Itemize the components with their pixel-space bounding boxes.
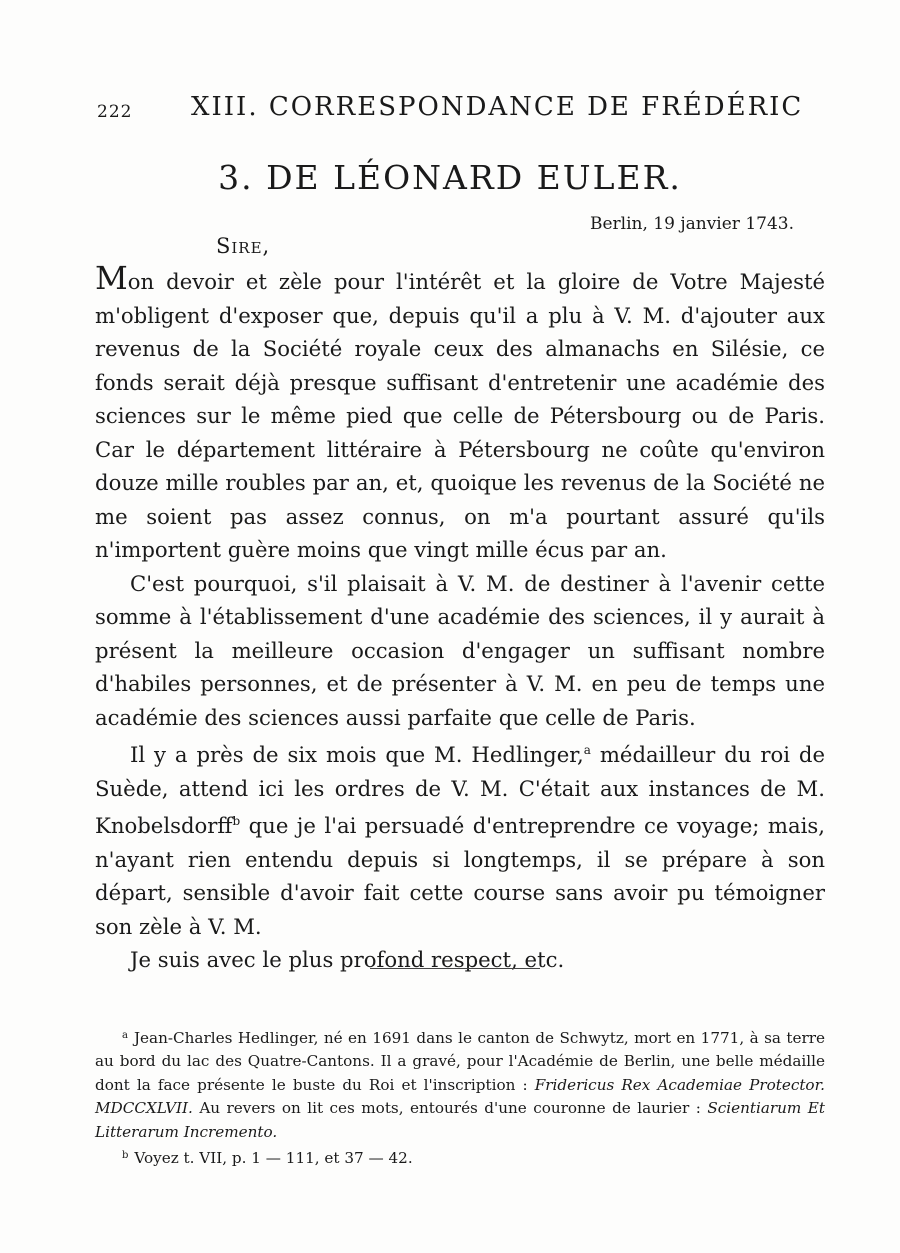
letter-salutation: Sire, — [216, 234, 271, 258]
footnote-a-text-1: Jean-Charles Hedlinger, né en 1691 dans le canton de Schwytz, mort en 1771, à sa terre au bord du lac des Quatre-Cantons. Il a gravé, pour l'Académie de Berlin, une belle médaille dont la face présente le buste du Roi et l'inscription : — [95, 1029, 825, 1094]
paragraph-1 — [95, 259, 825, 567]
footnote-a — [95, 1024, 825, 1144]
paragraph-1-text: on devoir et zèle pour l'intérêt et la gloire de Votre Majesté m'obligent d'exposer que, depuis qu'il a plu à V. M. d'ajouter aux revenus de la Société royale ceux des almanachs en Silésie, ce fonds serait déjà presque suffisant d'entretenir une académie des sciences sur le même pied que celle de Pétersbourg ou de Paris. Car le département littéraire à Pétersbourg ne coûte qu'environ douze mille roubles par an, et, quoique les revenus de la Société ne me soient pas assez connus, on m'a pourtant assuré qu'ils n'importent guère moins que vingt mille écus par an. — [95, 269, 825, 562]
footnote-a-text-2: Au revers on lit ces mots, entourés d'une couronne de laurier : — [192, 1099, 708, 1118]
paragraph-3-text-b: médailleur du roi de Suède, attend ici les ordres de V. M. C'était aux instances de M. Knobelsdorff — [95, 742, 825, 838]
footnote-b — [95, 1144, 825, 1170]
paragraph-2: C'est pourquoi, s'il plaisait à V. M. de destiner à l'avenir cette somme à l'établissement d'une académie des sciences, il y aurait à présent la meilleure occasion d'engager un suffisant nombre d'habiles personnes, et de présenter à V. M. en peu de temps une académie des sciences aussi parfaite que celle de Paris. — [95, 570, 825, 730]
paragraph-4: Je suis avec le plus profond respect, etc. — [130, 947, 565, 972]
footnote-ref-b: b — [232, 814, 241, 828]
footnote-a-italic-1: Fridericus Rex Academiae Protector. MDCCXLVII. — [95, 1075, 825, 1118]
running-title: XIII. CORRESPONDANCE DE FRÉDÉRIC — [191, 92, 804, 122]
footnote-a-italic-2: Scientiarum Et Litterarum Incremento. — [95, 1099, 825, 1141]
paragraph-3-text-a: Il y a près de six mois que M. Hedlinger, — [130, 742, 584, 767]
section-title: 3. DE LÉONARD EULER. — [218, 158, 682, 197]
footnote-a-mark: a — [122, 1030, 128, 1041]
page-number: 222 — [97, 102, 133, 122]
letter-dateline: Berlin, 19 janvier 1743. — [590, 214, 794, 234]
footnote-b-mark: b — [122, 1150, 129, 1162]
paragraph-3-text-c: que je l'ai persuadé d'entreprendre ce voyage; mais, n'ayant rien entendu depuis si longtemps, il se prépare à son départ, sensible d'avoir fait cette course sans avoir pu témoigner son zèle à V. M. — [95, 813, 825, 939]
running-head — [97, 92, 804, 126]
footnote-b-text: Voyez t. VII, p. 1 — 111, et 37 — 42. — [134, 1149, 413, 1168]
initial-letter: M — [95, 259, 128, 297]
paragraph-3 — [95, 734, 825, 943]
footnote-ref-a: a — [583, 743, 591, 757]
footnotes — [95, 1024, 825, 1170]
letter-body — [95, 259, 825, 977]
footnote-separator — [370, 968, 540, 969]
